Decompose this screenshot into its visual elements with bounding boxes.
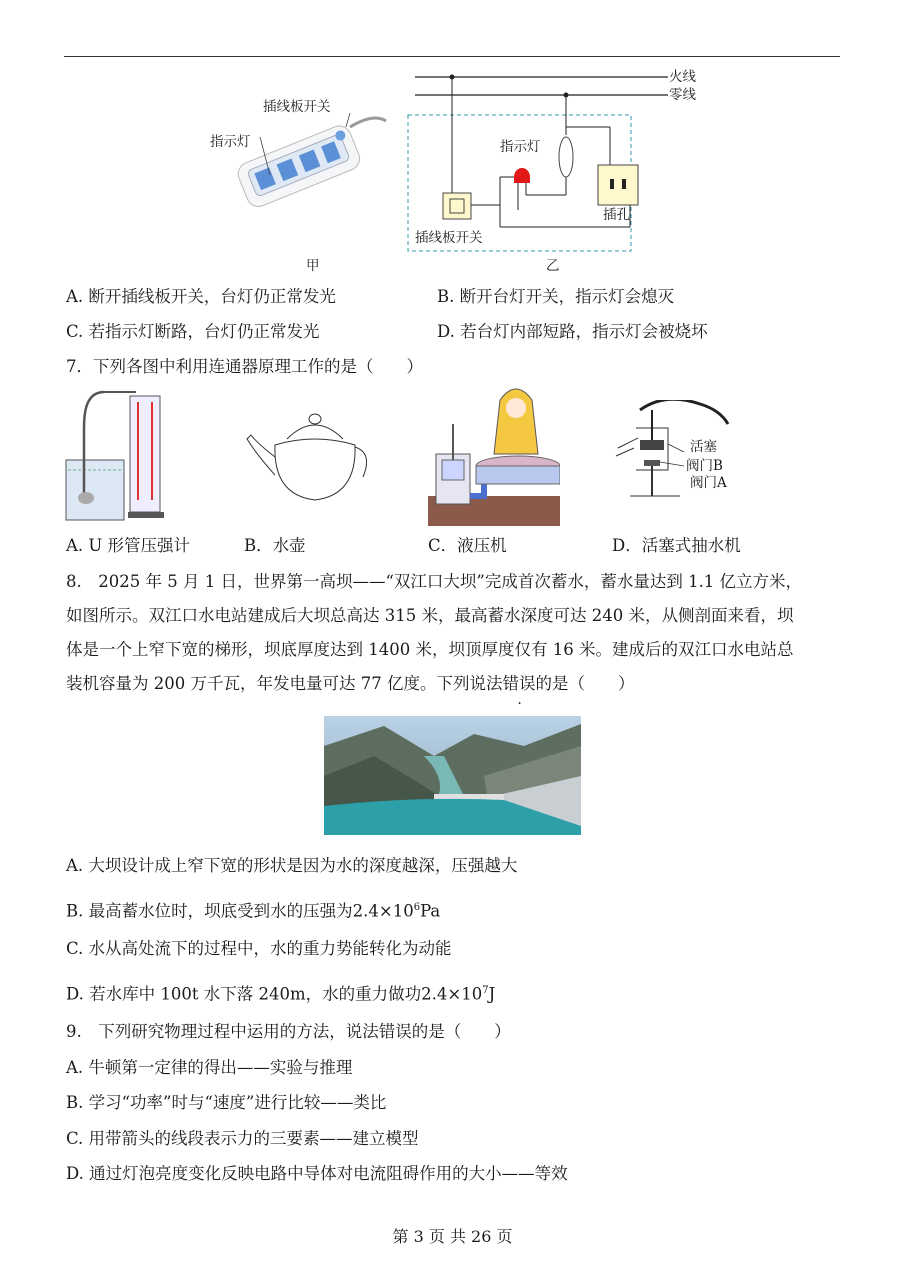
header-rule bbox=[64, 56, 840, 57]
q6-option-c[interactable]: C. 若指示灯断路，台灯仍正常发光 bbox=[66, 322, 320, 341]
label-socket: 插孔 bbox=[603, 207, 630, 223]
q7-option-a[interactable]: A. U 形管压强计 bbox=[66, 536, 191, 555]
label-live-wire: 火线 bbox=[669, 69, 696, 85]
label-valve-b: 阀门B bbox=[686, 458, 723, 474]
hydraulic-press-figure bbox=[428, 384, 560, 526]
q7-stem: 7．下列各图中利用连通器原理工作的是（ ） bbox=[66, 357, 423, 376]
label-circuit-indicator: 指示灯 bbox=[500, 139, 541, 155]
q6-option-d[interactable]: D. 若台灯内部短路，指示灯会被烧坏 bbox=[437, 322, 708, 341]
label-neutral-wire: 零线 bbox=[669, 87, 696, 103]
q8-stem bbox=[66, 565, 842, 701]
label-strip-switch: 插线板开关 bbox=[263, 99, 331, 115]
q8-option-c[interactable]: C. 水从高处流下的过程中，水的重力势能转化为动能 bbox=[66, 939, 452, 958]
label-valve-a: 阀门A bbox=[690, 475, 727, 491]
q8-line-1: 8. 2025 年 5 月 1 日，世界第一高坝——“双江口大坝”完成首次蓄水，蓄水量达到 1.1 亿立方米， bbox=[66, 572, 803, 591]
u-tube-manometer-figure bbox=[64, 388, 174, 526]
caption-jia: 甲 bbox=[306, 258, 320, 274]
q8-line-2: 如图所示。双江口水电站建成后大坝总高达 315 米，最高蓄水深度可达 240 米，从侧剖面来看，坝 bbox=[66, 606, 794, 625]
caption-yi: 乙 bbox=[546, 258, 560, 274]
q8-option-b[interactable]: B. 最高蓄水位时，坝底受到水的压强为$2.4\times 10^6Pa$ bbox=[66, 901, 441, 921]
q7-option-c[interactable]: C．液压机 bbox=[428, 536, 507, 555]
emphasis-wrong: 错误 bbox=[502, 674, 536, 693]
q9-option-c[interactable]: C. 用带箭头的线段表示力的三要素——建立模型 bbox=[66, 1129, 419, 1148]
q8-line-4: 装机容量为 200 万千瓦，年发电量可达 77 亿度。下列说法错误的是（ ） bbox=[66, 674, 635, 693]
q9-option-a[interactable]: A. 牛顿第一定律的得出——实验与推理 bbox=[66, 1058, 353, 1077]
page-footer: 第 3 页 共 26 页 bbox=[392, 1227, 513, 1246]
q8-line-3: 体是一个上窄下宽的梯形，坝底厚度达到 1400 米，坝顶厚度仅有 16 米。建成后的双江口水电站总 bbox=[66, 640, 794, 659]
q8-option-a[interactable]: A. 大坝设计成上窄下宽的形状是因为水的深度越深，压强越大 bbox=[66, 856, 518, 875]
q6-option-b[interactable]: B. 断开台灯开关，指示灯会熄灭 bbox=[437, 287, 675, 306]
q9-option-d[interactable]: D. 通过灯泡亮度变化反映电路中导体对电流阻碍作用的大小——等效 bbox=[66, 1164, 568, 1183]
q7-option-b[interactable]: B．水壶 bbox=[244, 536, 306, 555]
q8-option-d[interactable]: D. 若水库中 100t 水下落 240m，水的重力做功$2.4\times 10^7J$ bbox=[66, 984, 496, 1004]
kettle-figure bbox=[245, 405, 367, 505]
label-piston: 活塞 bbox=[690, 439, 717, 455]
q7-option-d[interactable]: D．活塞式抽水机 bbox=[612, 536, 741, 555]
q6-option-a[interactable]: A. 断开插线板开关，台灯仍正常发光 bbox=[66, 287, 336, 306]
label-strip-indicator: 指示灯 bbox=[210, 134, 251, 150]
q9-option-b[interactable]: B. 学习“功率”时与“速度”进行比较——类比 bbox=[66, 1093, 387, 1112]
q9-stem: 9. 下列研究物理过程中运用的方法，说法错误的是（ ） bbox=[66, 1022, 511, 1041]
label-circuit-switch: 插线板开关 bbox=[415, 230, 483, 246]
dam-photo bbox=[324, 716, 581, 835]
